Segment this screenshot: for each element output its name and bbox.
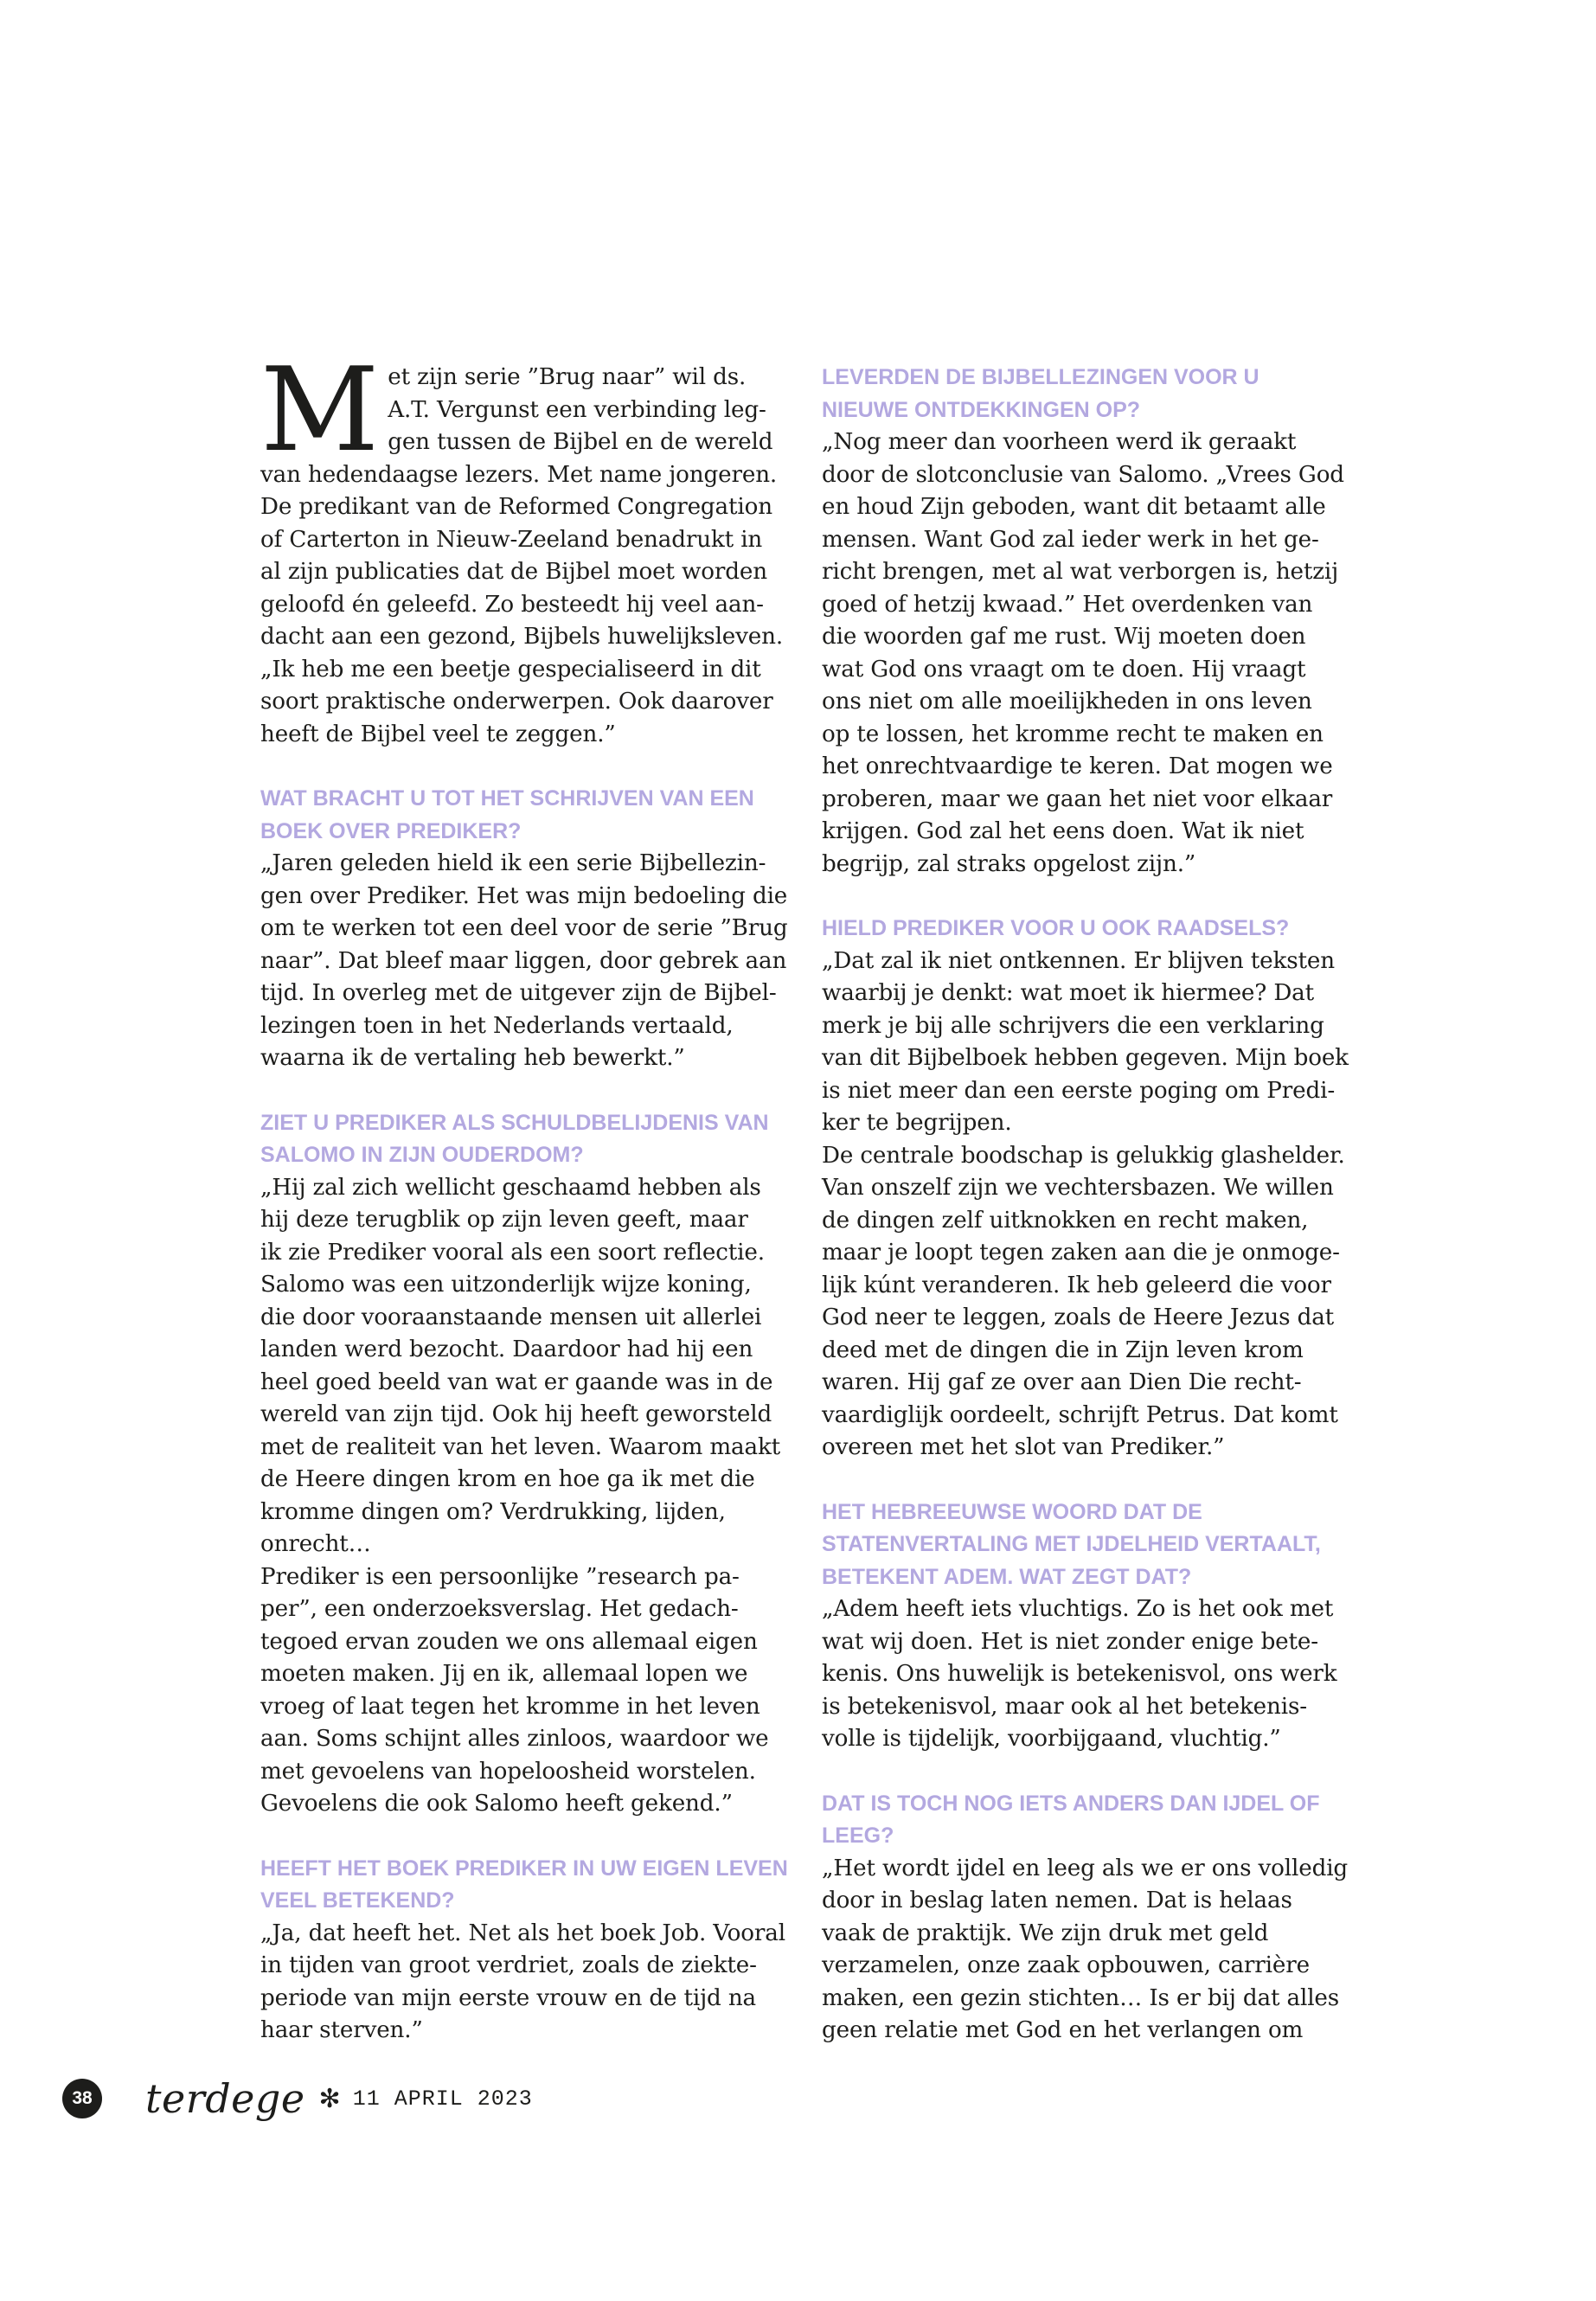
answer-paragraph: „Het wordt ijdel en leeg als we er ons volledig door in beslag laten nemen. Dat is helaas vaak de praktijk. We zijn druk met geld verzamelen, onze zaak opbouwen, carrière maken, een gezin stichten… Is er bij dat alles geen relatie met God en het verlangen om <box>822 1855 1349 2043</box>
issue-date: 11 APRIL 2023 <box>352 2086 533 2112</box>
asterisk-icon: ✻ <box>318 2083 341 2114</box>
magazine-logo: terdege <box>145 2075 305 2122</box>
page-number-badge: 38 <box>62 2079 102 2118</box>
answer-paragraph: „Jaren geleden hield ik een serie Bijbellezin- gen over Prediker. Het was mijn bedoeling die om te werken tot een deel voor de serie ”Brug naar”. Dat bleef maar liggen, door gebrek aan tijd. In overleg met de uitgever zijn de Bijbel- lezingen toen in het Nederlands vertaald, waarna ik de vertaling heb bewerkt.” <box>260 850 788 1071</box>
intro-block <box>260 343 788 751</box>
question-heading: HET HEBREEUWSE WOORD DAT DE STATENVERTALING MET IJDELHEID VERTAALT, BETEKENT ADEM. WAT ZEGT DAT? <box>822 1499 1321 1589</box>
question-heading: WAT BRACHT U TOT HET SCHRIJVEN VAN EEN BOEK OVER PREDIKER? <box>260 786 754 843</box>
answer-paragraph: „Ja, dat heeft het. Net als het boek Job. Vooral in tijden van groot verdriet, zoals de ziekte- periode van mijn eerste vrouw en de tijd na haar sterven.” <box>260 1920 785 2043</box>
left-column <box>260 343 788 2080</box>
answer-paragraph: „Dat zal ik niet ontkennen. Er blijven teksten waarbij je denkt: wat moet ik hiermee? Dat merk je bij alle schrijvers die een verklaring van dit Bijbelboek hebben gegeven. Mijn boek is niet meer dan een eerste poging om Predi- ker te begrijpen. De centrale boodschap is gelukkig glashelder. Van onszelf zijn we vechtersbazen. We willen de dingen zelf uitknokken en recht maken, maar je loopt tegen zaken aan die je onmoge- lijk kúnt veranderen. Ik heb geleerd die voor God neer te leggen, zoals de Heere Jezus dat deed met de dingen die in Zijn leven krom waren. Hij gaf ze over aan Dien Die recht- vaardiglijk oordeelt, schrijft Petrus. Dat komt overeen met het slot van Prediker.” <box>822 947 1349 1460</box>
question-heading: DAT IS TOCH NOG IETS ANDERS DAN IJDEL OF LEEG? <box>822 1791 1320 1848</box>
qa-block <box>822 1788 1349 2048</box>
answer-paragraph: „Adem heeft iets vluchtigs. Zo is het ook met wat wij doen. Het is niet zonder enige bete- kenis. Ons huwelijk is betekenisvol, ons werk is betekenisvol, maar ook al het betekenis- volle is tijdelijk, voorbijgaand, vluchtig.” <box>822 1596 1337 1752</box>
qa-block <box>260 1107 788 1821</box>
qa-block <box>822 1497 1349 1756</box>
question-heading: ZIET U PREDIKER ALS SCHULDBELIJDENIS VAN SALOMO IN ZIJN OUDERDOM? <box>260 1110 769 1167</box>
question-heading: LEVERDEN DE BIJBELLEZINGEN VOOR U NIEUWE ONTDEKKINGEN OP? <box>822 365 1259 422</box>
answer-paragraph: „Nog meer dan voorheen werd ik geraakt door de slotconclusie van Salomo. „Vrees God en houd Zijn geboden, want dit betaamt alle mensen. Want God zal ieder werk in het ge- richt brengen, met al wat verborgen is, hetzij goed of hetzij kwaad.” Het overdenken van die woorden gaf me rust. Wij moeten doen wat God ons vraagt om te doen. Hij vraagt ons niet om alle moeilijkheden in ons leven op te lossen, het kromme recht te maken en het onrechtvaardige te keren. Dat mogen we proberen, maar we gaan het niet voor elkaar krijgen. God zal het eens doen. Wat ik niet begrijp, zal straks opgelost zijn.” <box>822 429 1344 877</box>
question-heading: HEEFT HET BOEK PREDIKER IN UW EIGEN LEVEN VEEL BETEKEND? <box>260 1856 788 1913</box>
qa-block <box>822 913 1349 1465</box>
right-column <box>822 362 1349 2080</box>
page-footer <box>62 2073 533 2125</box>
answer-paragraph: „Hij zal zich wellicht geschaamd hebben als hij deze terugblik op zijn leven geeft, maar ik zie Prediker vooral als een soort reflectie. Salomo was een uitzonderlijk wijze koning, die door vooraanstaande mensen uit allerlei landen werd bezocht. Daardoor had hij een heel goed beeld van wat er gaande was in de wereld van zijn tijd. Ook hij heeft geworsteld met de realiteit van het leven. Waarom maakt de Heere dingen krom en hoe ga ik met die kromme dingen om? Verdrukking, lijden, onrecht… Prediker is een persoonlijke ”research pa- per”, een onderzoeksverslag. Het gedach- tegoed ervan zouden we ons allemaal eigen moeten maken. Jij en ik, allemaal lopen we vroeg of laat tegen het kromme in het leven aan. Soms schijnt alles zinloos, waardoor we met gevoelens van hopeloosheid worstelen. Gevoelens die ook Salomo heeft gekend.” <box>260 1174 781 1817</box>
qa-block <box>260 783 788 1075</box>
question-heading: HIELD PREDIKER VOOR U OOK RAADSELS? <box>822 916 1290 940</box>
qa-block <box>822 362 1349 881</box>
intro-paragraph: et zijn serie ”Brug naar” wil ds. A.T. Vergunst een verbinding leg- gen tussen de Bijbel en de wereld van hedendaagse lezers. Met name jongeren. De predikant van de Reformed Congregation of Carterton in Nieuw-Zeeland benadrukt in al zijn publicaties dat de Bijbel moet worden geloofd én geleefd. Zo besteedt hij veel aan- dacht aan een gezond, Bijbels huwelijksleven. „Ik heb me een beetje gespecialiseerd in dit soort praktische onderwerpen. Ook daarover heeft de Bijbel veel te zeggen.” <box>260 364 784 747</box>
qa-block <box>260 1853 788 2048</box>
drop-cap: M <box>260 343 380 478</box>
